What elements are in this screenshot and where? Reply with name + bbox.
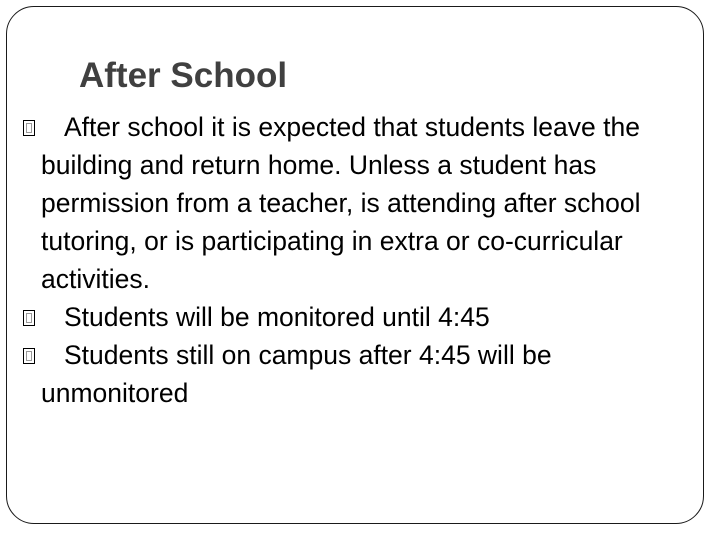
bullet-item — [23, 336, 693, 412]
bullet-box-icon — [23, 120, 35, 136]
slide-title: After School — [79, 56, 288, 95]
bullet-box-icon — [23, 348, 35, 364]
bullet-item — [23, 108, 693, 298]
bullet-text: After school it is expected that students leave the building and return home. Unless a student has permission from a teacher, is attending after school tutoring, or is participating in extra or co-curricular activities. — [41, 112, 641, 294]
slide-body — [23, 108, 693, 412]
bullet-text: Students will be monitored until 4:45 — [64, 302, 490, 332]
bullet-item — [23, 298, 693, 336]
bullet-text: Students still on campus after 4:45 will be unmonitored — [41, 340, 552, 408]
bullet-box-icon — [23, 310, 35, 326]
